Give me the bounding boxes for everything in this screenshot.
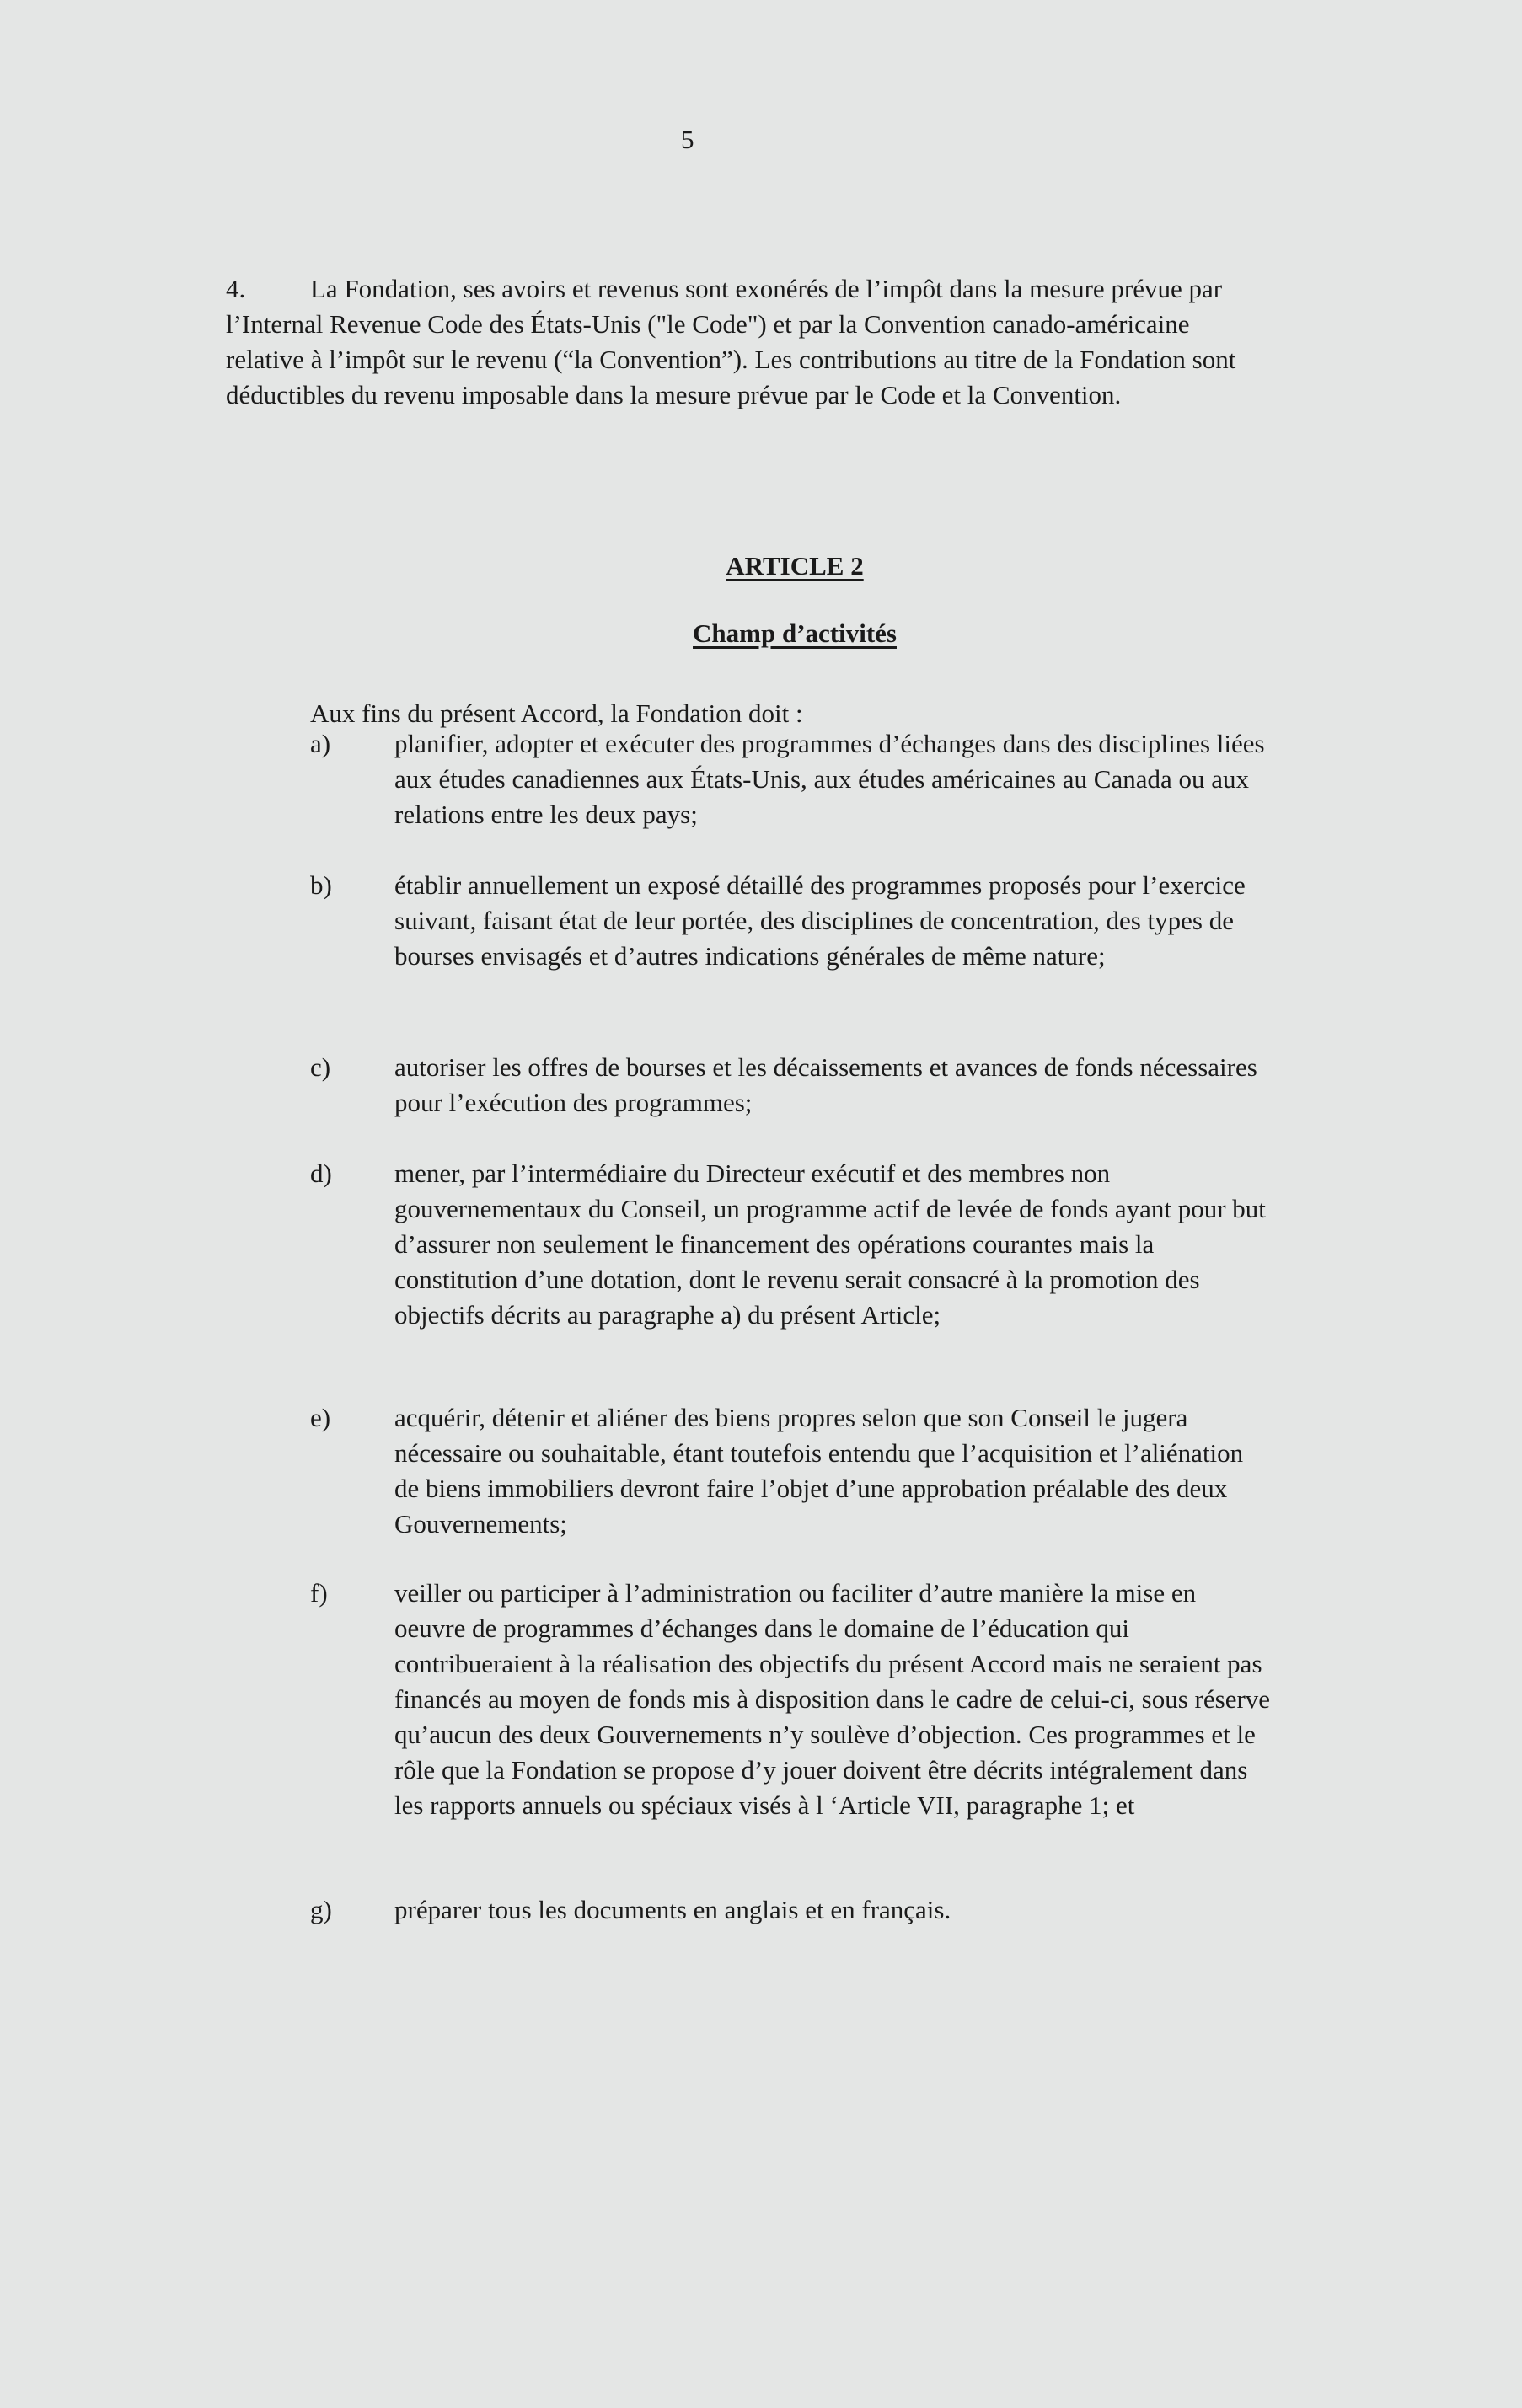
- list-item-text: préparer tous les documents en anglais et en français.: [394, 1895, 951, 1924]
- article-intro: Aux fins du présent Accord, la Fondation doit :: [310, 698, 803, 728]
- list-item-text: établir annuellement un exposé détaillé des programmes proposés pour l’exercice suivant, faisant état de leur portée, des disciplines de concentration, des types de bourses envisagés et d’autres indications générales de même nature;: [394, 870, 1246, 971]
- paragraph-4: [226, 271, 1271, 413]
- paragraph-4-number: 4.: [226, 274, 246, 303]
- list-item-letter: b): [310, 870, 332, 900]
- list-item-letter: a): [310, 729, 331, 758]
- page-number: 5: [681, 125, 694, 154]
- paragraph-4-text: La Fondation, ses avoirs et revenus sont exonérés de l’impôt dans la mesure prévue par l’Internal Revenue Code des États-Unis ("le Code") et par la Convention canado-américaine relative à l’impôt sur le revenu (“la Convention”). Les contributions au titre de la Fondation sont déductibles du revenu imposable dans la mesure prévue par le Code et la Convention.: [226, 274, 1236, 409]
- list-item-letter: c): [310, 1052, 331, 1082]
- list-item-letter: d): [310, 1159, 332, 1188]
- list-item-letter: g): [310, 1895, 332, 1924]
- list-item-g: [310, 1892, 1271, 1928]
- list-item-b: [310, 868, 1271, 974]
- list-item-c: [310, 1050, 1271, 1121]
- list-item-text: acquérir, détenir et aliéner des biens propres selon que son Conseil le jugera nécessaire ou souhaitable, étant toutefois entendu que l’acquisition et l’aliénation de biens immobiliers devront faire l’objet d’une approbation préalable des deux Gouvernements;: [394, 1403, 1244, 1538]
- article-subtitle: Champ d’activités: [693, 618, 897, 648]
- list-item-text: mener, par l’intermédiaire du Directeur exécutif et des membres non gouvernementaux du Conseil, un programme actif de levée de fonds ayant pour but d’assurer non seulement le financement des opérations courantes mais la constitution d’une dotation, dont le revenu serait consacré à la promotion des objectifs décrits au paragraphe a) du présent Article;: [394, 1159, 1266, 1330]
- list-item-text: autoriser les offres de bourses et les décaissements et avances de fonds nécessaires pour l’exécution des programmes;: [394, 1052, 1257, 1117]
- list-item-e: [310, 1400, 1271, 1542]
- list-item-letter: f): [310, 1578, 328, 1608]
- list-item-letter: e): [310, 1403, 331, 1432]
- list-item-f: [310, 1576, 1271, 1823]
- list-item-text: planifier, adopter et exécuter des programmes d’échanges dans des disciplines liées aux études canadiennes aux États-Unis, aux études américaines au Canada ou aux relations entre les deux pays;: [394, 729, 1265, 829]
- article-title: ARTICLE 2: [726, 551, 864, 581]
- list-item-d: [310, 1156, 1271, 1333]
- list-item-a: [310, 726, 1271, 832]
- list-item-text: veiller ou participer à l’administration ou faciliter d’autre manière la mise en oeuvre de programmes d’échanges dans le domaine de l’éducation qui contribueraient à la réalisation des objectifs du présent Accord mais ne seraient pas financés au moyen de fonds mis à disposition dans le cadre de celui-ci, sous réserve qu’aucun des deux Gouvernements n’y soulève d’objection. Ces programmes et le rôle que la Fondation se propose d’y jouer doivent être décrits intégralement dans les rapports annuels ou spéciaux visés à l ‘Article VII, paragraphe 1; et: [394, 1578, 1271, 1820]
